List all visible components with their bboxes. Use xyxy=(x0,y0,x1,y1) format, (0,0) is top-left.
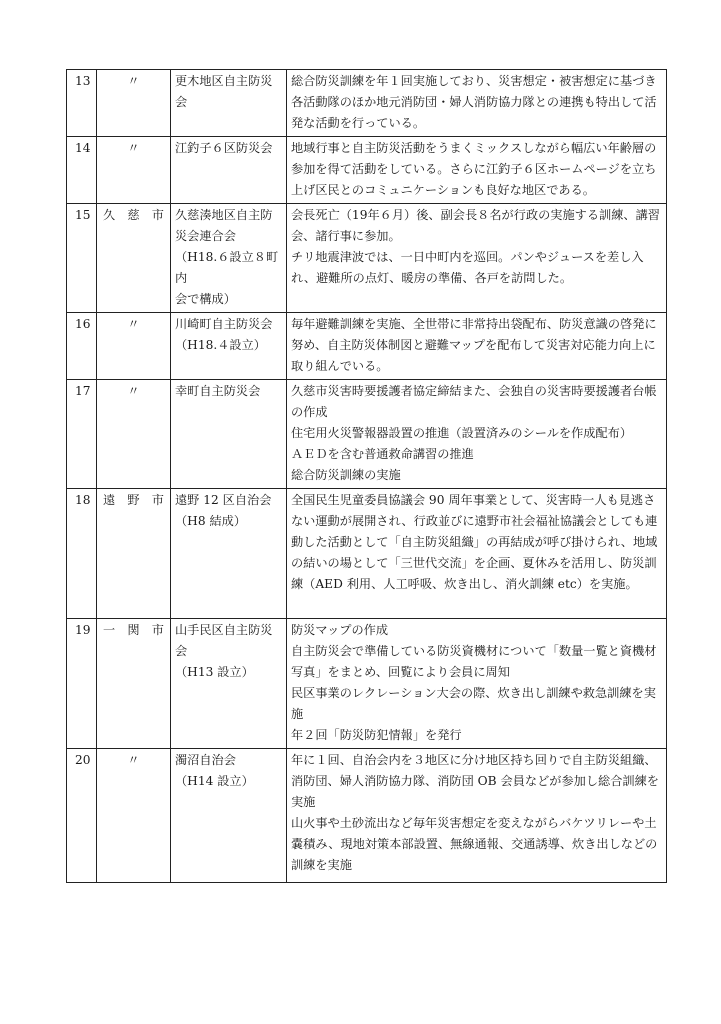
activity-text: 会長死亡（19年６月）後、副会長８名が行政の実施する訓練、講習会、諸行事に参加。 xyxy=(291,208,660,243)
activity-text: 山火事や土砂流出など毎年災害想定を変えながらバケツリレーや土嚢積み、現地対策本部設置、無線通報、交通誘導、炊き出しなどの訓練を実施 xyxy=(291,816,658,872)
organization-line: 濁沼自治会 xyxy=(175,753,236,767)
organization-cell xyxy=(171,489,287,619)
activity-cell xyxy=(287,619,667,749)
organization-line: （H8 結成） xyxy=(175,514,247,528)
row-number: 16 xyxy=(67,313,97,380)
table-row xyxy=(67,380,667,489)
activities-table xyxy=(66,69,667,883)
row-number: 18 xyxy=(67,489,97,619)
table-row xyxy=(67,619,667,749)
city-cell xyxy=(97,204,171,313)
table-row xyxy=(67,70,667,137)
city-name: 遠 野 市 xyxy=(103,493,164,507)
city-name: 〃 xyxy=(127,74,140,88)
organization-line: 会 xyxy=(175,644,188,658)
organization-line: （H13 設立） xyxy=(175,665,254,679)
organization-cell xyxy=(171,204,287,313)
city-name: 久 慈 市 xyxy=(103,208,164,222)
activity-text: 総合防災訓練の実施 xyxy=(291,468,401,482)
organization-cell xyxy=(171,313,287,380)
activity-text: 自主防災会で準備している防災資機材について「数量一覧と資機材写真」をまとめ、回覧により会員に周知 xyxy=(291,644,657,679)
city-cell xyxy=(97,749,171,883)
row-number: 20 xyxy=(67,749,97,883)
organization-cell xyxy=(171,749,287,883)
activity-cell xyxy=(287,489,667,619)
organization-line: 遠野 12 区自治会 xyxy=(175,493,272,507)
organization-line: 更木地区自主防災 xyxy=(175,74,273,88)
row-number: 15 xyxy=(67,204,97,313)
organization-cell xyxy=(171,619,287,749)
activity-cell xyxy=(287,380,667,489)
activity-cell xyxy=(287,70,667,137)
city-name: 〃 xyxy=(127,384,140,398)
activity-text: 防災マップの作成 xyxy=(291,623,389,637)
row-number: 17 xyxy=(67,380,97,489)
city-name: 〃 xyxy=(127,317,140,331)
table-row xyxy=(67,137,667,204)
organization-cell xyxy=(171,137,287,204)
activity-text: 年に１回、自治会内を３地区に分け地区持ち回りで自主防災組織、消防団、婦人消防協力隊、消防団 OB 会員などが参加し総合訓練を実施 xyxy=(291,753,659,809)
city-cell xyxy=(97,313,171,380)
activity-cell xyxy=(287,204,667,313)
city-name: 〃 xyxy=(127,141,140,155)
activity-cell xyxy=(287,749,667,883)
organization-cell xyxy=(171,380,287,489)
activity-text: 年２回「防災防犯情報」を発行 xyxy=(291,728,462,742)
city-name: 〃 xyxy=(127,753,140,767)
organization-cell xyxy=(171,70,287,137)
row-number: 13 xyxy=(67,70,97,137)
organization-line: 災会連合会 xyxy=(175,229,236,243)
activity-text: 民区事業のレクレーション大会の際、炊き出し訓練や救急訓練を実施 xyxy=(291,686,656,721)
activity-text: 住宅用火災警報器設置の推進（設置済みのシールを作成配布） xyxy=(291,426,633,440)
activity-text: 久慈市災害時要援護者協定締結また、会独自の災害時要援護者台帳の作成 xyxy=(291,384,657,419)
city-cell xyxy=(97,380,171,489)
organization-line: 幸町自主防災会 xyxy=(175,384,261,398)
activity-text: ＡＥＤを含む普通救命講習の推進 xyxy=(291,447,474,461)
organization-line: 山手民区自主防災 xyxy=(175,623,273,637)
activity-cell xyxy=(287,313,667,380)
activity-text: 毎年避難訓練を実施、全世帯に非常持出袋配布、防災意識の啓発に努め、自主防災体制図と避難マップを配布して災害対応能力向上に取り組んでいる。 xyxy=(291,317,657,373)
organization-line: 会 xyxy=(175,95,188,109)
organization-line: （H18.４設立） xyxy=(175,338,266,352)
city-name: 一 関 市 xyxy=(103,623,164,637)
table-row xyxy=(67,204,667,313)
organization-line: （H18.６設立８町内 xyxy=(175,250,279,285)
table-row xyxy=(67,313,667,380)
table-row xyxy=(67,749,667,883)
organization-line: 久慈湊地区自主防 xyxy=(175,208,273,222)
row-number: 14 xyxy=(67,137,97,204)
organization-line: 川崎町自主防災会 xyxy=(175,317,273,331)
activity-text: 総合防災訓練を年１回実施しており、災害想定・被害想定に基づき各活動隊のほか地元消防団・婦人消防協力隊との連携も特出して活発な活動を行っている。 xyxy=(291,74,657,130)
organization-line: （H14 設立） xyxy=(175,774,254,788)
activity-cell xyxy=(287,137,667,204)
table-row xyxy=(67,489,667,619)
organization-line: 会で構成） xyxy=(175,292,236,306)
activity-text: 地域行事と自主防災活動をうまくミックスしながら幅広い年齢層の参加を得て活動をしている。さらに江釣子６区ホームページを立ち上げ区民とのコミュニケーションも良好な地区である。 xyxy=(291,141,657,197)
activity-text: チリ地震津波では、一日中町内を巡回。パンやジュースを差し入れ、避難所の点灯、暖房の準備、各戸を訪問した。 xyxy=(291,250,644,285)
city-cell xyxy=(97,137,171,204)
organization-line: 江釣子６区防災会 xyxy=(175,141,273,155)
city-cell xyxy=(97,619,171,749)
city-cell xyxy=(97,70,171,137)
row-number: 19 xyxy=(67,619,97,749)
city-cell xyxy=(97,489,171,619)
activity-text: 全国民生児童委員協議会 90 周年事業として、災害時一人も見逃さない運動が展開され、行政並びに遠野市社会福祉協議会としても連動した活動として「自主防災組織」の再結成が呼び掛けられ、地域の結いの場として「三世代交流」を企画、夏休みを活用し、防災訓練（AED 利用、人工呼吸、炊き出し、消火訓練 etc）を実施。 xyxy=(291,493,658,591)
